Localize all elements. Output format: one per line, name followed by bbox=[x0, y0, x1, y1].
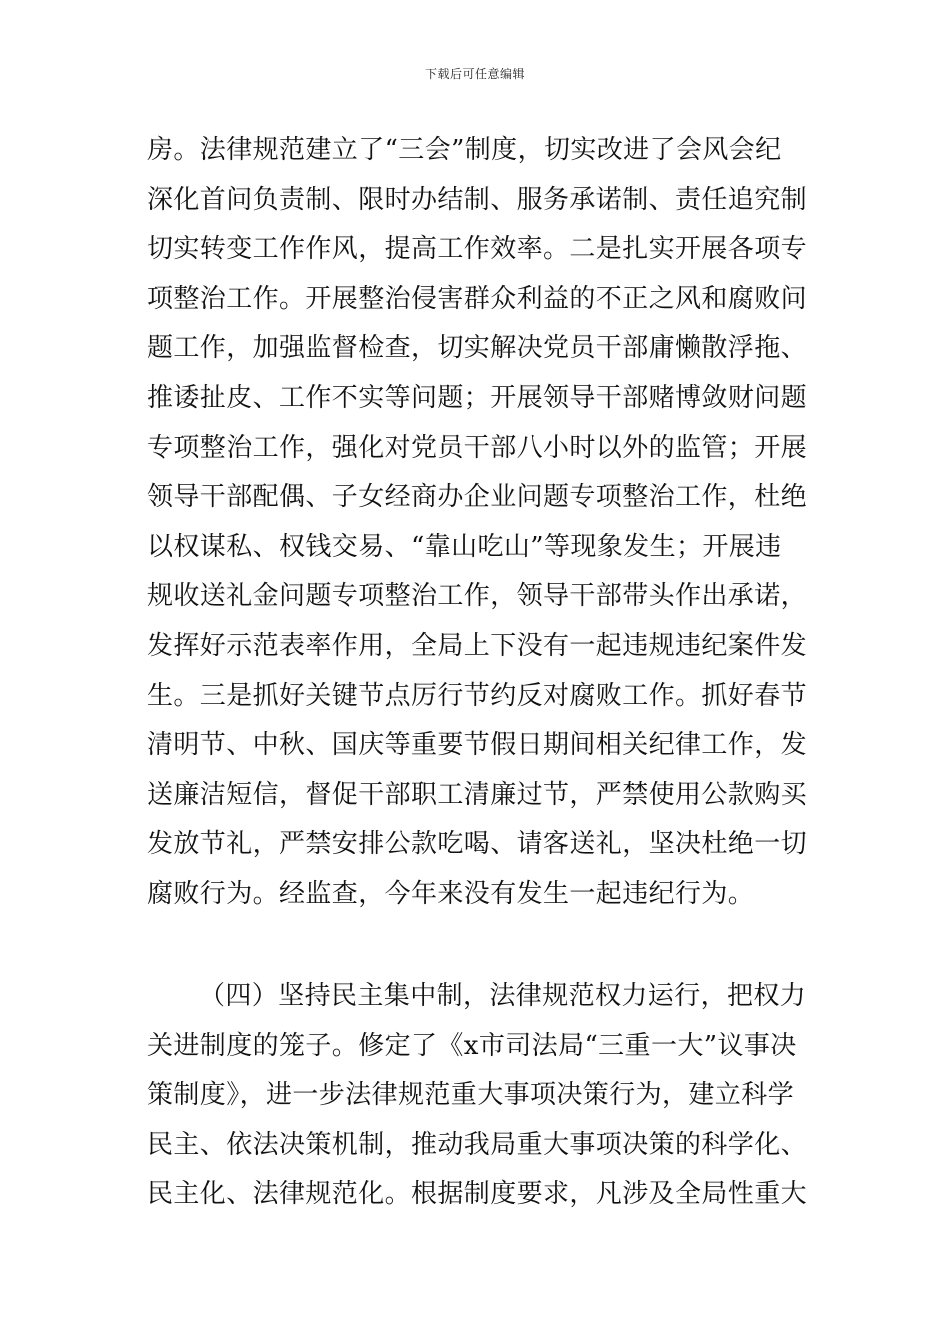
text-line: 生。三是抓好关键节点厉行节约反对腐败工作。抓好春节 bbox=[147, 680, 807, 711]
text-line: 关进制度的笼子。修定了《x市司法局“三重一大”议事决 bbox=[147, 1030, 797, 1061]
text-line: 领导干部配偶、子女经商办企业问题专项整治工作，杜绝 bbox=[147, 482, 807, 513]
text-line: 腐败行为。经监查，今年来没有发生一起违纪行为。 bbox=[147, 878, 755, 909]
text-line: 策制度》，进一步法律规范重大事项决策行为，建立科学 bbox=[147, 1080, 795, 1111]
text-line: 切实转变工作作风，提高工作效率。二是扎实开展各项专 bbox=[147, 234, 807, 265]
text-line: 房。法律规范建立了“三会”制度，切实改进了会风会纪 bbox=[147, 135, 782, 165]
text-line: 规收送礼金问题专项整治工作，领导干部带头作出承诺， bbox=[147, 581, 807, 612]
text-line: 深化首问负责制、限时办结制、服务承诺制、责任追究制 bbox=[147, 184, 807, 215]
text-line: 以权谋私、权钱交易、“靠山吃山”等现象发生；开展违 bbox=[147, 531, 782, 562]
text-line: 民主化、法律规范化。根据制度要求，凡涉及全局性重大 bbox=[147, 1179, 807, 1210]
text-line: 发挥好示范表率作用，全局上下没有一起违规违纪案件发 bbox=[147, 630, 807, 661]
text-line: 清明节、中秋、国庆等重要节假日期间相关纪律工作，发 bbox=[147, 730, 807, 761]
text-line: 送廉洁短信，督促干部职工清廉过节，严禁使用公款购买 bbox=[147, 779, 807, 810]
text-line: 专项整治工作，强化对党员干部八小时以外的监管；开展 bbox=[147, 432, 807, 463]
text-line: 推诿扯皮、工作不实等问题；开展领导干部赌博敛财问题 bbox=[147, 382, 807, 413]
page-header: 下载后可任意编辑 bbox=[424, 67, 525, 81]
paragraph-2 bbox=[147, 972, 807, 1220]
paragraph-1 bbox=[147, 126, 807, 920]
text-line: 题工作，加强监督检查，切实解决党员干部庸懒散浮拖、 bbox=[147, 333, 807, 364]
text-line-indented: （四）坚持民主集中制，法律规范权力运行，把权力 bbox=[199, 981, 807, 1011]
text-line: 民主、依法决策机制，推动我局重大事项决策的科学化、 bbox=[147, 1129, 807, 1160]
text-line: 发放节礼，严禁安排公款吃喝、请客送礼，坚决杜绝一切 bbox=[147, 829, 807, 860]
text-line: 项整治工作。开展整治侵害群众利益的不正之风和腐败问 bbox=[147, 283, 807, 314]
